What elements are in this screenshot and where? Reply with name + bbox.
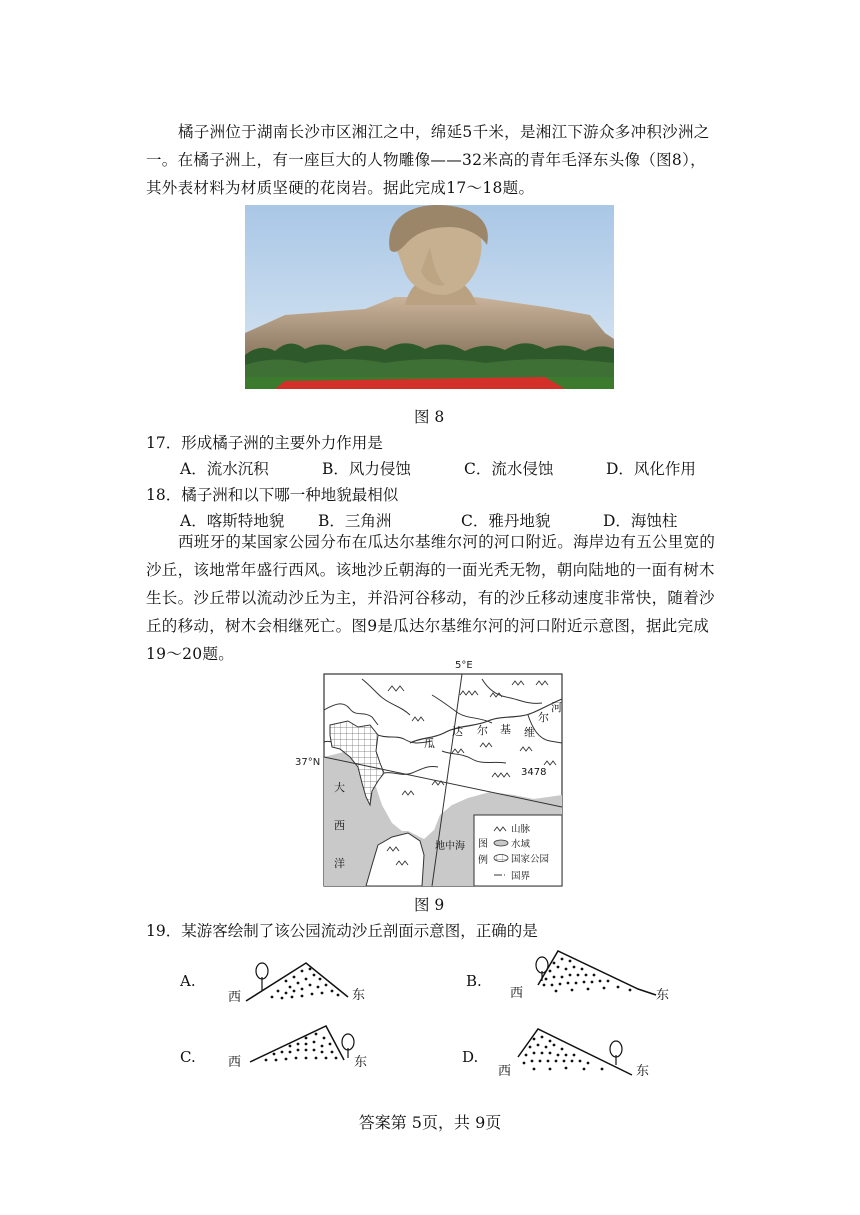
atlantic-label-2: 西 (334, 819, 345, 832)
q19-option-a-west: 西 (228, 990, 242, 1005)
river-mouth-map (292, 655, 567, 890)
question-17-stem: 17．形成橘子洲的主要外力作用是 (146, 434, 383, 452)
legend-border: 国界 (511, 871, 531, 882)
river-label-3: 尔 (477, 724, 488, 737)
q19-option-c-east: 东 (354, 1055, 368, 1070)
figure-9-caption: 图 9 (414, 896, 445, 914)
q19-option-a-east: 东 (352, 988, 366, 1003)
longitude-label: 5°E (455, 660, 473, 671)
latitude-label: 37°N (295, 757, 321, 768)
legend-title-1: 图 (478, 839, 488, 850)
legend-water: 水域 (511, 839, 531, 850)
passage-1: 橘子洲位于湖南长沙市区湘江之中，绵延5千米，是湘江下游众多冲积沙洲之一。在橘子洲上，有一座巨大的人物雕像——32米高的青年毛泽东头像（图8），其外表材料为材质坚硬的花岗岩。据此完成17～18题。 (146, 123, 710, 197)
q18-option-d: D．海蚀柱 (603, 512, 678, 530)
river-label-7: 河 (551, 701, 562, 714)
mediterranean-label: 地中海 (435, 841, 465, 852)
q19-option-c-diagram (226, 1020, 376, 1075)
legend-title-2: 例 (478, 855, 488, 866)
page-footer: 答案第 5页，共 9页 (358, 1113, 502, 1132)
water-legend-icon (494, 840, 508, 846)
q19-option-d-west: 西 (498, 1064, 512, 1079)
river-label-6: 尔 (538, 711, 549, 724)
q19-option-a-diagram (228, 955, 378, 1005)
q19-option-d-east: 东 (636, 1064, 650, 1079)
river-label-2: 达 (452, 725, 463, 738)
q19-option-d-diagram (494, 1025, 674, 1080)
river-label-5: 维 (524, 726, 535, 739)
legend-park: 国家公园 (511, 854, 550, 865)
atlantic-label-3: 洋 (334, 857, 345, 870)
q18-option-b: B．三角洲 (318, 512, 392, 530)
park-legend-icon (494, 855, 508, 862)
river-label-4: 基 (500, 723, 511, 736)
q19-option-b-diagram (508, 945, 678, 1005)
statue-photo (245, 205, 614, 389)
figure-8-caption: 图 8 (414, 408, 445, 426)
elevation-label: 3478 (521, 767, 547, 778)
atlantic-label-1: 大 (334, 781, 345, 794)
question-19-stem: 19．某游客绘制了该公园流动沙丘剖面示意图，正确的是 (146, 922, 538, 940)
q19-option-c-letter: C. (180, 1048, 196, 1066)
q17-option-b: B．风力侵蚀 (322, 460, 411, 478)
passage-2: 西班牙的某国家公园分布在瓜达尔基维尔河的河口附近。海岸边有五公里宽的沙丘，该地常年盛行西风。该地沙丘朝海的一面光秃无物，朝向陆地的一面有树木生长。沙丘带以流动沙丘为主，并沿河谷移动，有的沙丘移动速度非常快，随着沙丘的移动，树木会相继死亡。图9是瓜达尔基维尔河的河口附近示意图，据此完成19～20题。 (146, 533, 716, 663)
q19-option-b-letter: B. (466, 972, 482, 990)
q17-option-a: A．流水沉积 (180, 460, 269, 478)
q17-option-c: C．流水侵蚀 (464, 460, 554, 478)
q18-option-a: A．喀斯特地貌 (180, 512, 285, 530)
q19-option-b-west: 西 (510, 986, 524, 1001)
q19-option-b-east: 东 (656, 988, 670, 1003)
q17-option-d: D．风化作用 (606, 460, 696, 478)
q18-option-c: C．雅丹地貌 (461, 512, 551, 530)
legend-mountain: 山脉 (511, 824, 531, 835)
q19-option-c-west: 西 (228, 1055, 242, 1070)
river-label-1: 瓜 (424, 737, 435, 750)
question-18-stem: 18．橘子洲和以下哪一种地貌最相似 (146, 486, 399, 504)
q19-option-a-letter: A. (180, 972, 196, 990)
q19-option-d-letter: D. (462, 1048, 479, 1066)
